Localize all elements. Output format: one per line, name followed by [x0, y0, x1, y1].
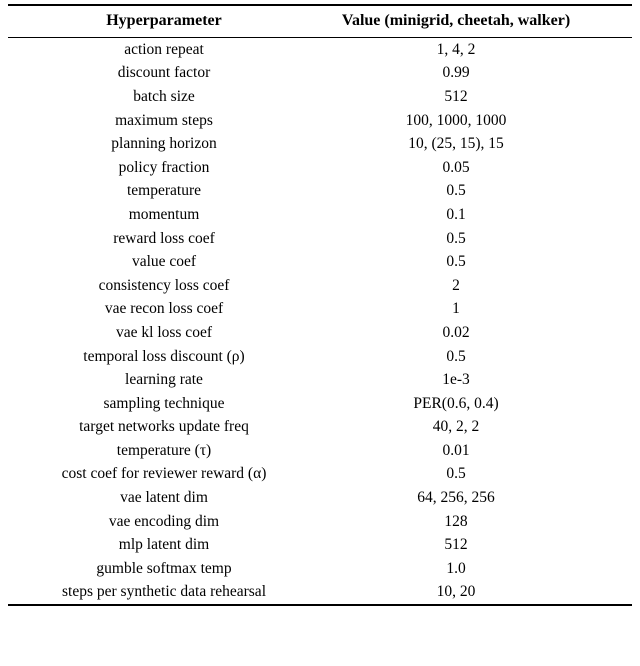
hyperparameter-name: vae kl loss coef [116, 323, 212, 341]
hyperparameter-value: 1, 4, 2 [436, 40, 476, 58]
table-row [8, 463, 632, 487]
hyperparameter-name: value coef [131, 253, 197, 271]
table-row [8, 581, 632, 606]
hyperparameter-name: vae latent dim [120, 489, 208, 507]
hyperparameter-name: learning rate [125, 371, 203, 389]
hyperparameter-name: gumble softmax temp [96, 559, 232, 577]
table-row [8, 486, 632, 510]
hyperparameter-name: temporal loss discount (ρ) [83, 347, 245, 365]
table-row [8, 132, 632, 156]
hyperparameter-name: action repeat [124, 40, 204, 58]
table-header [8, 5, 632, 38]
hyperparameter-value: 1.0 [446, 559, 466, 577]
hyperparameter-name: planning horizon [111, 135, 217, 153]
hyperparameter-name: maximum steps [115, 111, 213, 129]
table-row [8, 557, 632, 581]
table-row [8, 345, 632, 369]
hyperparameter-name: vae recon loss coef [104, 300, 224, 318]
hyperparameter-name: batch size [133, 87, 195, 105]
table-row [8, 156, 632, 180]
hyperparameter-name: discount factor [117, 64, 211, 82]
hyperparameter-value: 512 [444, 536, 468, 554]
table-row [8, 227, 632, 251]
hyperparameter-value: 64, 256, 256 [417, 489, 495, 507]
hyperparameter-value: 10, (25, 15), 15 [408, 135, 504, 153]
table-row [8, 416, 632, 440]
hyperparameter-value: 100, 1000, 1000 [405, 111, 507, 129]
hyperparameter-name: momentum [128, 205, 200, 223]
hyperparameter-name: temperature (τ) [116, 441, 212, 459]
table-row [8, 368, 632, 392]
hyperparameter-name: reward loss coef [113, 229, 215, 247]
table-body [8, 38, 632, 606]
column-header-value: Value (minigrid, cheetah, walker) [341, 12, 571, 29]
hyperparameter-value: 0.99 [442, 64, 470, 82]
table-row [8, 533, 632, 557]
hyperparameter-value: 512 [444, 87, 468, 105]
table-row [8, 85, 632, 109]
column-header-hyperparameter: Hyperparameter [106, 12, 222, 29]
hyperparameter-name: sampling technique [103, 394, 225, 412]
hyperparameter-value: 0.02 [442, 323, 470, 341]
hyperparameter-value: 2 [452, 276, 460, 294]
hyperparameter-value: 0.5 [446, 347, 466, 365]
hyperparameter-value: 0.5 [446, 465, 466, 483]
hyperparameter-name: consistency loss coef [98, 276, 230, 294]
table-row [8, 274, 632, 298]
table-row [8, 38, 632, 62]
hyperparameter-value: 1e-3 [442, 371, 470, 389]
hyperparameter-value: 10, 20 [436, 583, 476, 601]
table-row [8, 321, 632, 345]
table-row [8, 109, 632, 133]
hyperparameter-value: 40, 2, 2 [432, 418, 480, 436]
hyperparameter-name: vae encoding dim [108, 512, 220, 530]
hyperparameter-value: 1 [452, 300, 460, 318]
hyperparameter-name: policy fraction [118, 158, 210, 176]
table-row [8, 62, 632, 86]
hyperparameter-name: mlp latent dim [118, 536, 210, 554]
hyperparameter-name: temperature [126, 182, 201, 200]
hyperparameter-value: 128 [444, 512, 468, 530]
table-row [8, 298, 632, 322]
hyperparameter-name: target networks update freq [79, 418, 249, 436]
hyperparameter-value: 0.01 [442, 441, 470, 459]
header-row [8, 5, 632, 38]
hyperparameter-value: 0.1 [446, 205, 466, 223]
hyperparameter-value: PER(0.6, 0.4) [413, 394, 499, 412]
table-row [8, 180, 632, 204]
hyperparameter-value: 0.05 [442, 158, 470, 176]
hyperparameter-table [8, 4, 632, 606]
hyperparameter-value: 0.5 [446, 229, 466, 247]
hyperparameter-value: 0.5 [446, 253, 466, 271]
table-row [8, 510, 632, 534]
hyperparameter-name: cost coef for reviewer reward (α) [61, 465, 267, 483]
hyperparameter-value: 0.5 [446, 182, 466, 200]
table-row [8, 203, 632, 227]
hyperparameter-name: steps per synthetic data rehearsal [62, 583, 266, 601]
table-row [8, 392, 632, 416]
table-row [8, 439, 632, 463]
table-row [8, 250, 632, 274]
